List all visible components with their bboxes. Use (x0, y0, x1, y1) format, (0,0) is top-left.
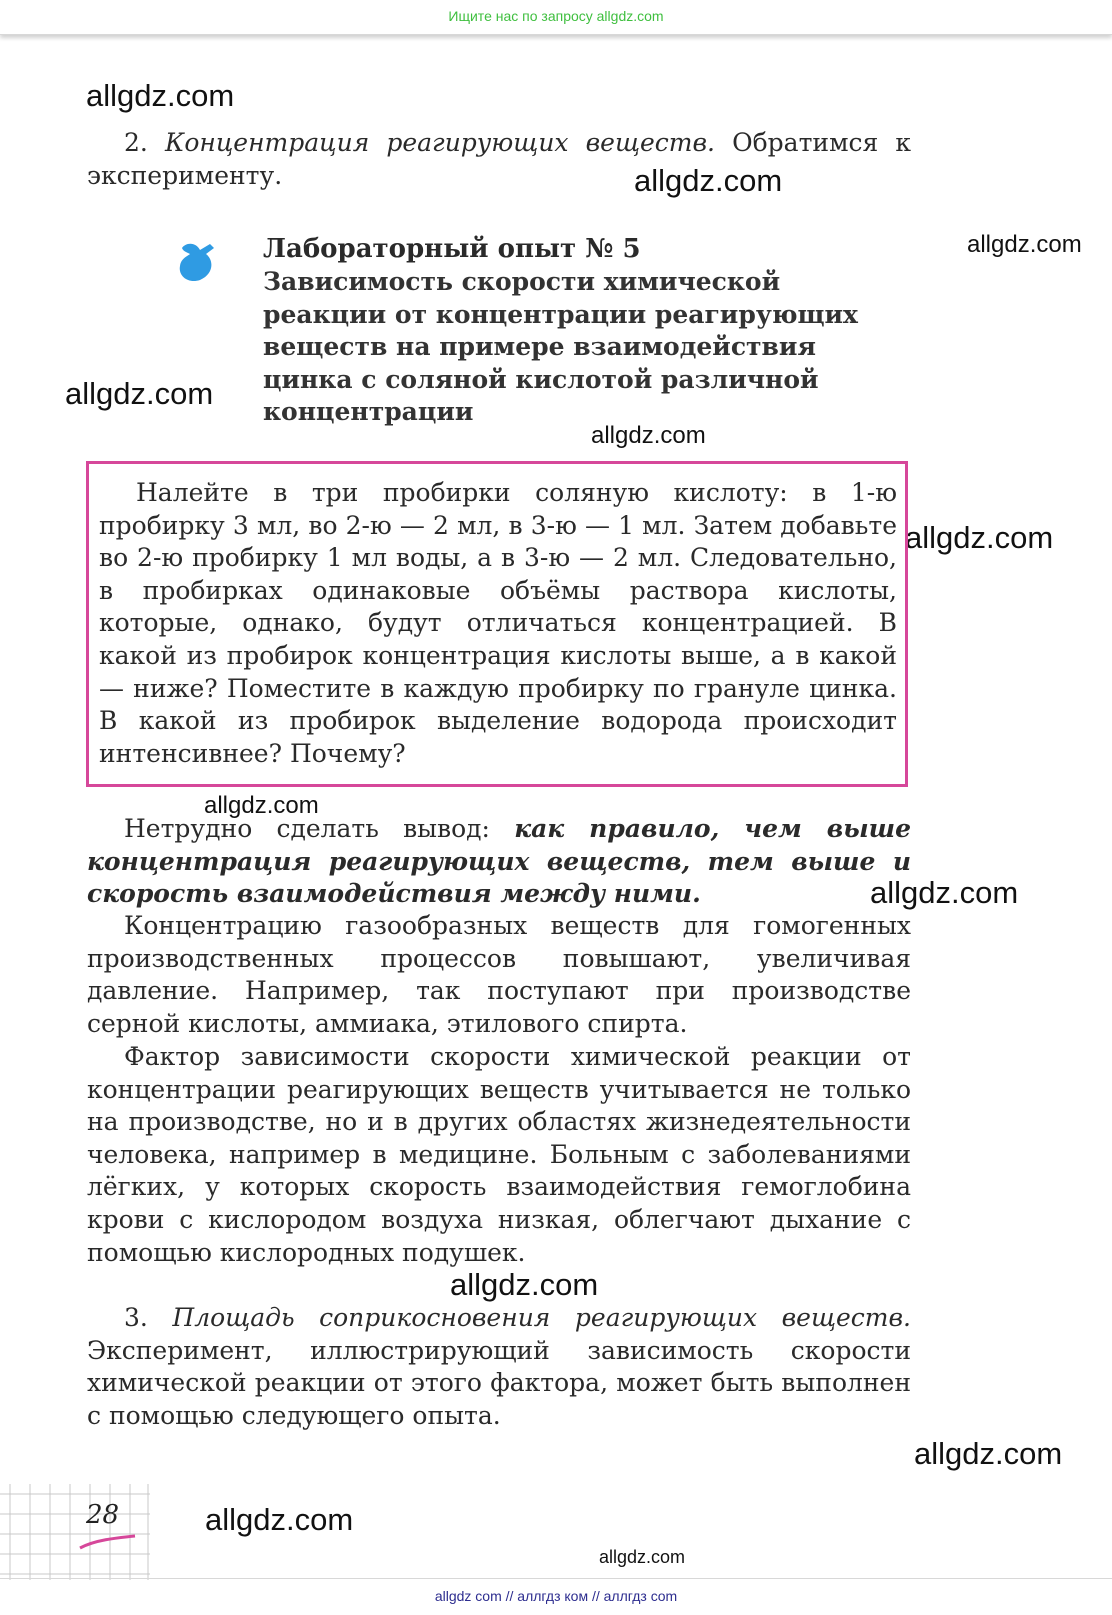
section-2-number: 2. (124, 128, 148, 157)
watermark: allgdz.com (450, 1267, 599, 1302)
watermark: allgdz.com (870, 875, 1019, 910)
lab-experiment-header (263, 233, 903, 429)
conclusion-emphasis: как правило, чем выше концентрация реагирующих веществ, тем выше и скорость взаимодействия между ними. (87, 814, 911, 909)
page-number: 28 (86, 1500, 120, 1530)
bottom-bar[interactable]: allgdz com // аллгдз ком // аллгдз com (0, 1578, 1112, 1615)
watermark: allgdz.com (205, 1502, 354, 1537)
watermark: allgdz.com (591, 422, 706, 449)
section-2-text: Обратимся к эксперименту. (87, 128, 912, 190)
watermark: allgdz.com (599, 1547, 686, 1567)
section-3-number: 3. (124, 1303, 148, 1332)
page-corner-grid (0, 1484, 150, 1580)
section-3-paragraph (87, 1302, 911, 1432)
section-2-heading: Концентрация реагирующих веществ. (164, 128, 716, 157)
top-banner[interactable]: Ищите нас по запросу allgdz.com (0, 0, 1112, 35)
watermark: allgdz.com (967, 231, 1082, 258)
watermark: allgdz.com (634, 163, 783, 198)
paragraph-gas: Концентрацию газообразных веществ для гомогенных производственных процессов повышают, увеличивая давление. Например, так поступают при производстве серной кислоты, аммиака, этилового спирта. (87, 911, 911, 1038)
paragraph-factor: Фактор зависимости скорости химической реакции от концентрации реагирующих веществ учитывается не только на производстве, но и в других областях жизнедеятельности человека, например в медицине. Больным с заболеваниями лёгких, у которых скорость взаимодействия гемоглобина крови с кислородом воздуха низкая, облегчают дыхание с помощью кислородных подушек. (87, 1042, 911, 1267)
conclusion-paragraph (87, 813, 911, 911)
conclusion-lead: Нетрудно сделать вывод: (124, 814, 515, 843)
task-frame (86, 461, 908, 787)
section-2-paragraph (87, 127, 911, 192)
section-3-text: Эксперимент, иллюстрирующий зависимость скорости химической реакции от этого фактора, может быть выполнен с помощью следующего опыта. (87, 1335, 911, 1430)
watermark: allgdz.com (905, 520, 1054, 555)
watermark: allgdz.com (65, 376, 214, 411)
section-3-heading: Площадь соприкосновения реагирующих веществ. (172, 1303, 911, 1332)
flask-icon (176, 238, 222, 284)
watermark: allgdz.com (914, 1436, 1063, 1471)
lab-title: Лабораторный опыт № 5 (263, 234, 641, 264)
lab-subtitle: Зависимость скорости химической реакции от концентрации реагирующих веществ на примере взаимодействия цинка с соляной кислотой различной концентрации (263, 267, 858, 426)
watermark: allgdz.com (204, 792, 319, 819)
watermark: allgdz.com (86, 78, 235, 113)
task-text: Налейте в три пробирки соляную кислоту: в 1-ю пробирку 3 мл, во 2-ю — 2 мл, в 3-ю — 1 мл. Затем добавьте во 2-ю пробирку 1 мл воды, а в 3-ю — 2 мл. Следовательно, в пробирках одинаковые объёмы раствора кислоты, которые, однако, будут отличаться концентрацией. В какой из пробирок концентрация кислоты выше, а в какой — ниже? Поместите в каждую пробирку по грануле цинка. В какой из пробирок выделение водорода происходит интенсивнее? Почему? (99, 478, 897, 768)
